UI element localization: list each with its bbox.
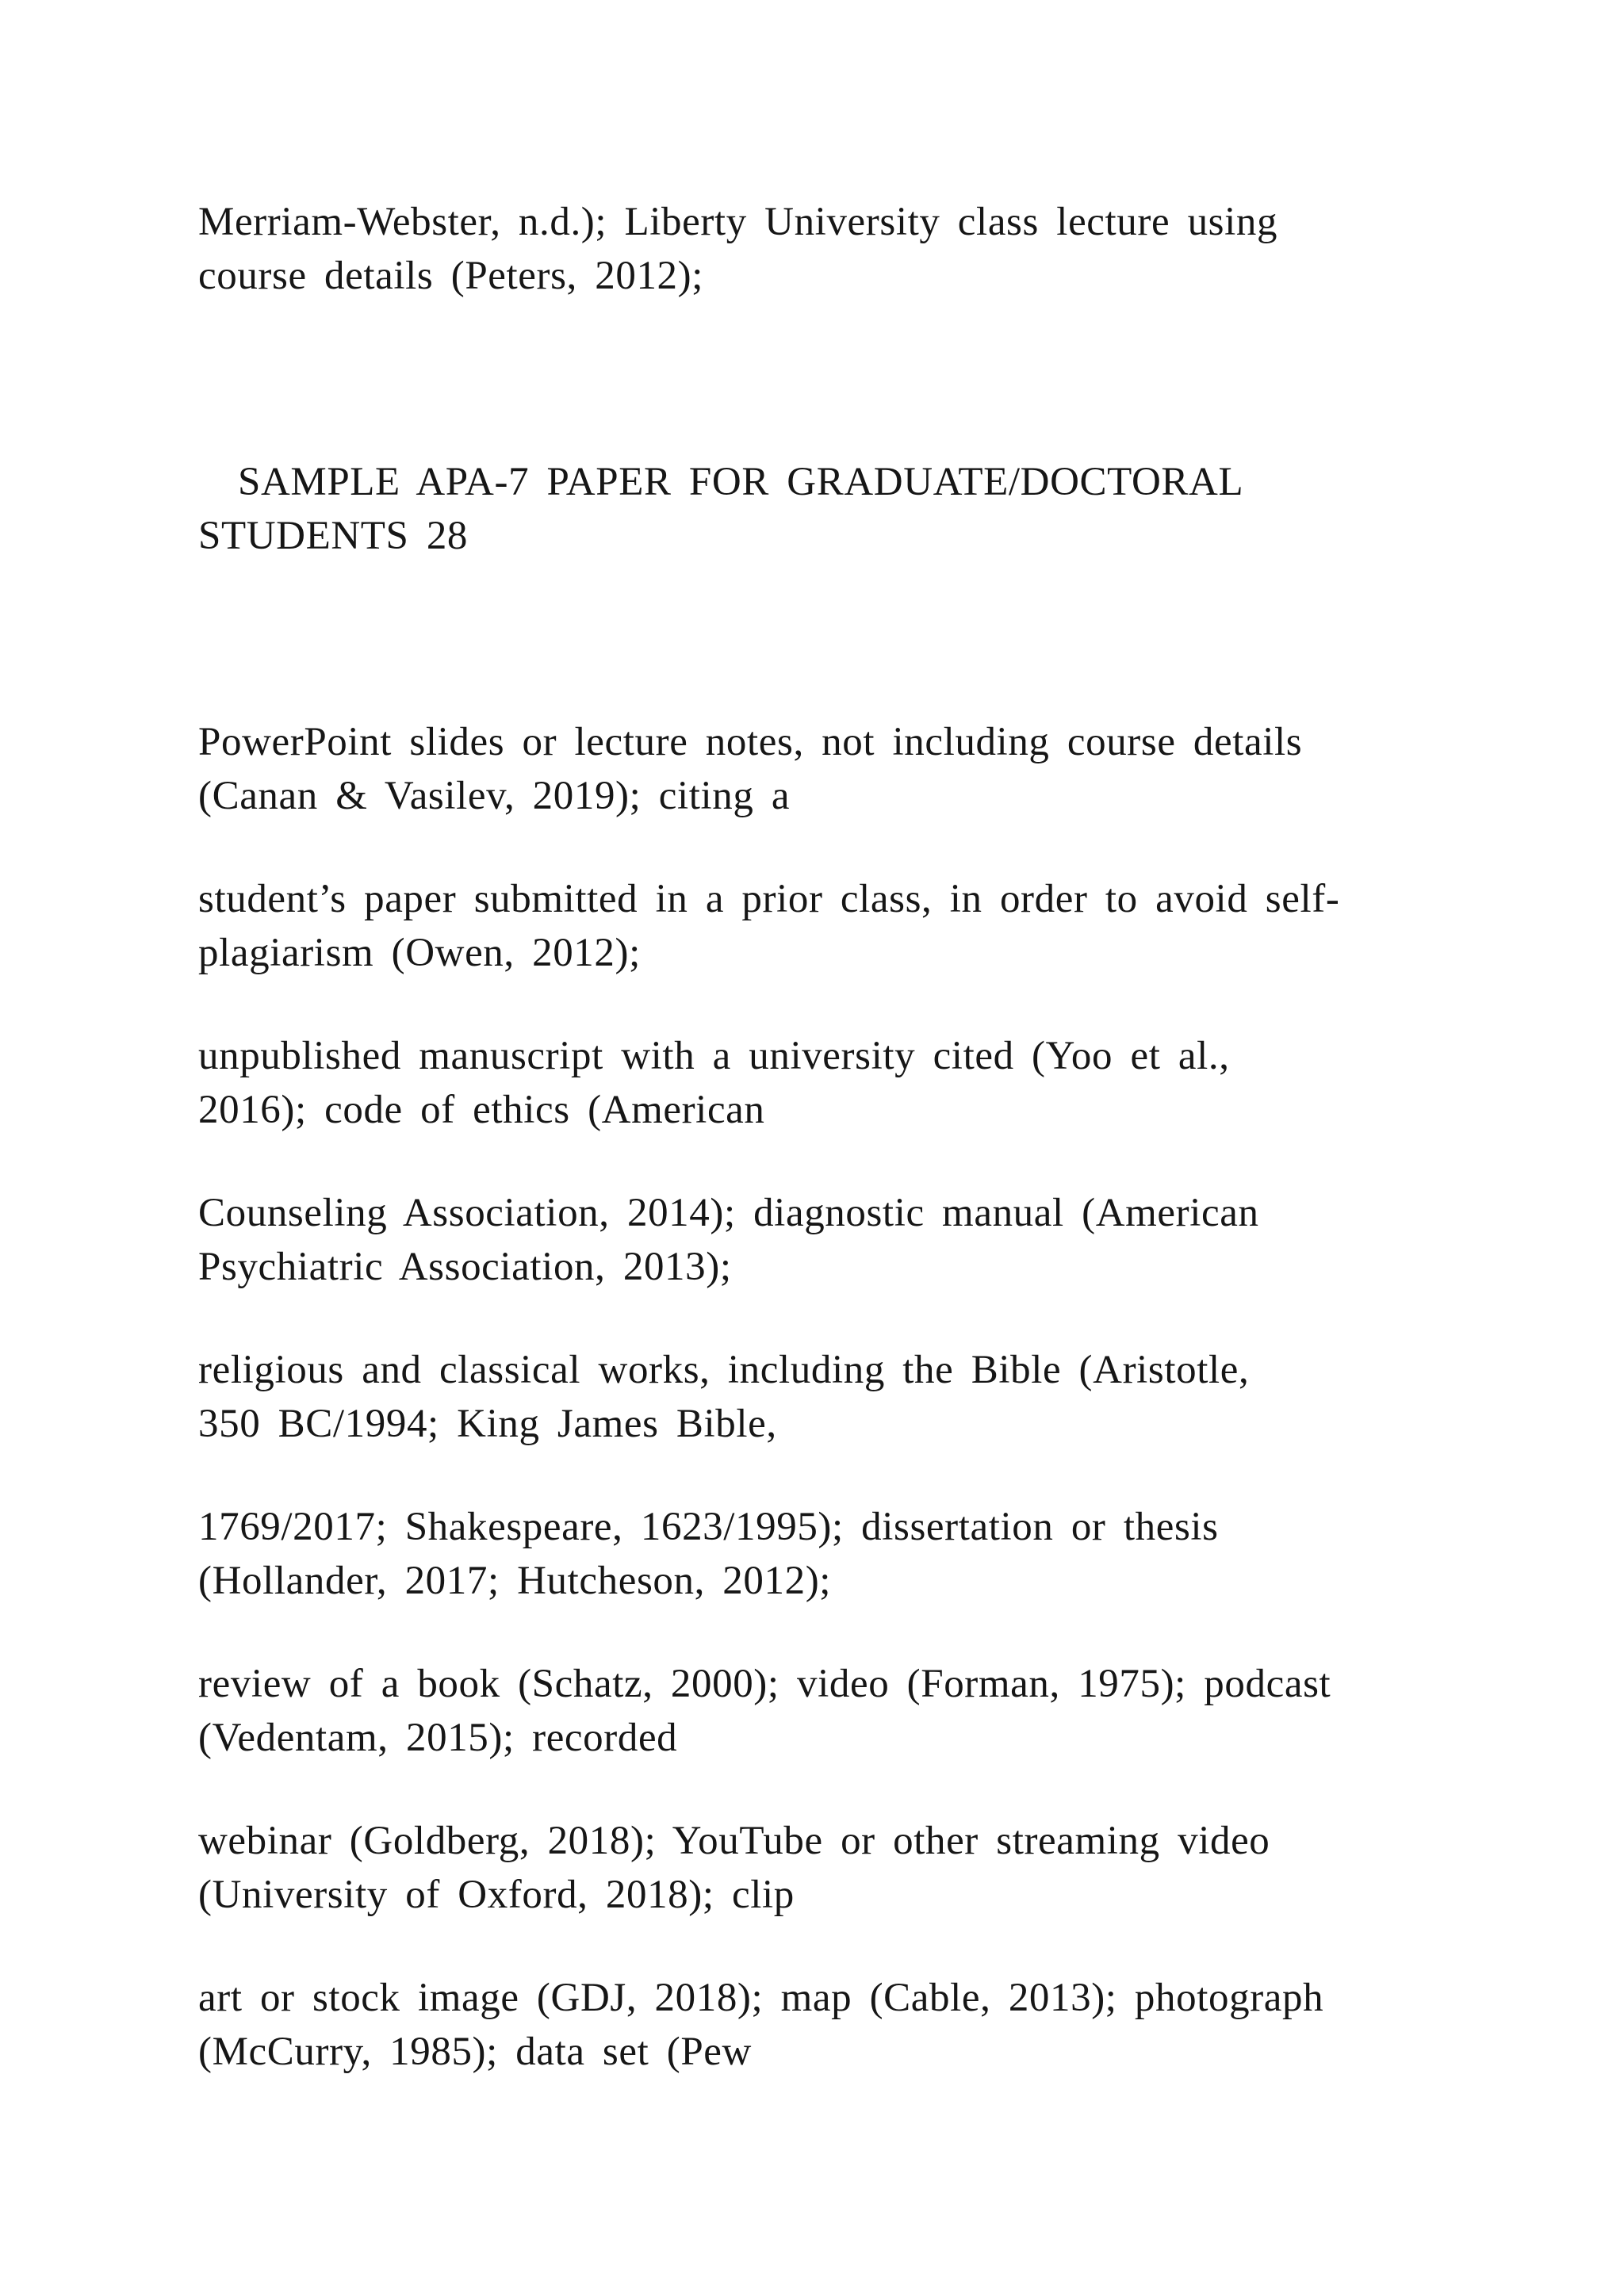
body-text-line: 350 BC/1994; King James Bible, [198, 1402, 777, 1446]
body-text-line: Merriam-Webster, n.d.); Liberty University class lecture using [198, 200, 1278, 244]
body-text-line: 1769/2017; Shakespeare, 1623/1995); dissertation or thesis [198, 1505, 1219, 1549]
body-text-line: review of a book (Schatz, 2000); video (Forman, 1975); podcast [198, 1662, 1331, 1706]
body-text-line: (Canan & Vasilev, 2019); citing a [198, 774, 791, 818]
body-text-line: unpublished manuscript with a university cited (Yoo et al., [198, 1034, 1230, 1078]
body-text-line: (University of Oxford, 2018); clip [198, 1873, 795, 1917]
body-text-line: religious and classical works, including the Bible (Aristotle, [198, 1348, 1250, 1392]
body-text-line: webinar (Goldberg, 2018); YouTube or other streaming video [198, 1819, 1270, 1863]
body-text-line: PowerPoint slides or lecture notes, not including course details [198, 720, 1303, 764]
body-text-line: (Vedentam, 2015); recorded [198, 1716, 678, 1760]
body-text-line: art or stock image (GDJ, 2018); map (Cable, 2013); photograph [198, 1976, 1324, 2020]
body-text-line: student’s paper submitted in a prior class, in order to avoid self- [198, 877, 1340, 921]
body-text-line: (McCurry, 1985); data set (Pew [198, 2030, 752, 2074]
body-text-line: Psychiatric Association, 2013); [198, 1245, 732, 1289]
body-text-line: (Hollander, 2017; Hutcheson, 2012); [198, 1559, 832, 1603]
body-text-line: plagiarism (Owen, 2012); [198, 931, 641, 975]
running-header: SAMPLE APA-7 PAPER FOR GRADUATE/DOCTORAL [238, 460, 1244, 504]
body-text-line: 2016); code of ethics (American [198, 1088, 765, 1132]
body-text-line: course details (Peters, 2012); [198, 254, 704, 298]
running-header-page-number: STUDENTS 28 [198, 514, 469, 558]
body-text-line: Counseling Association, 2014); diagnostic manual (American [198, 1191, 1259, 1235]
